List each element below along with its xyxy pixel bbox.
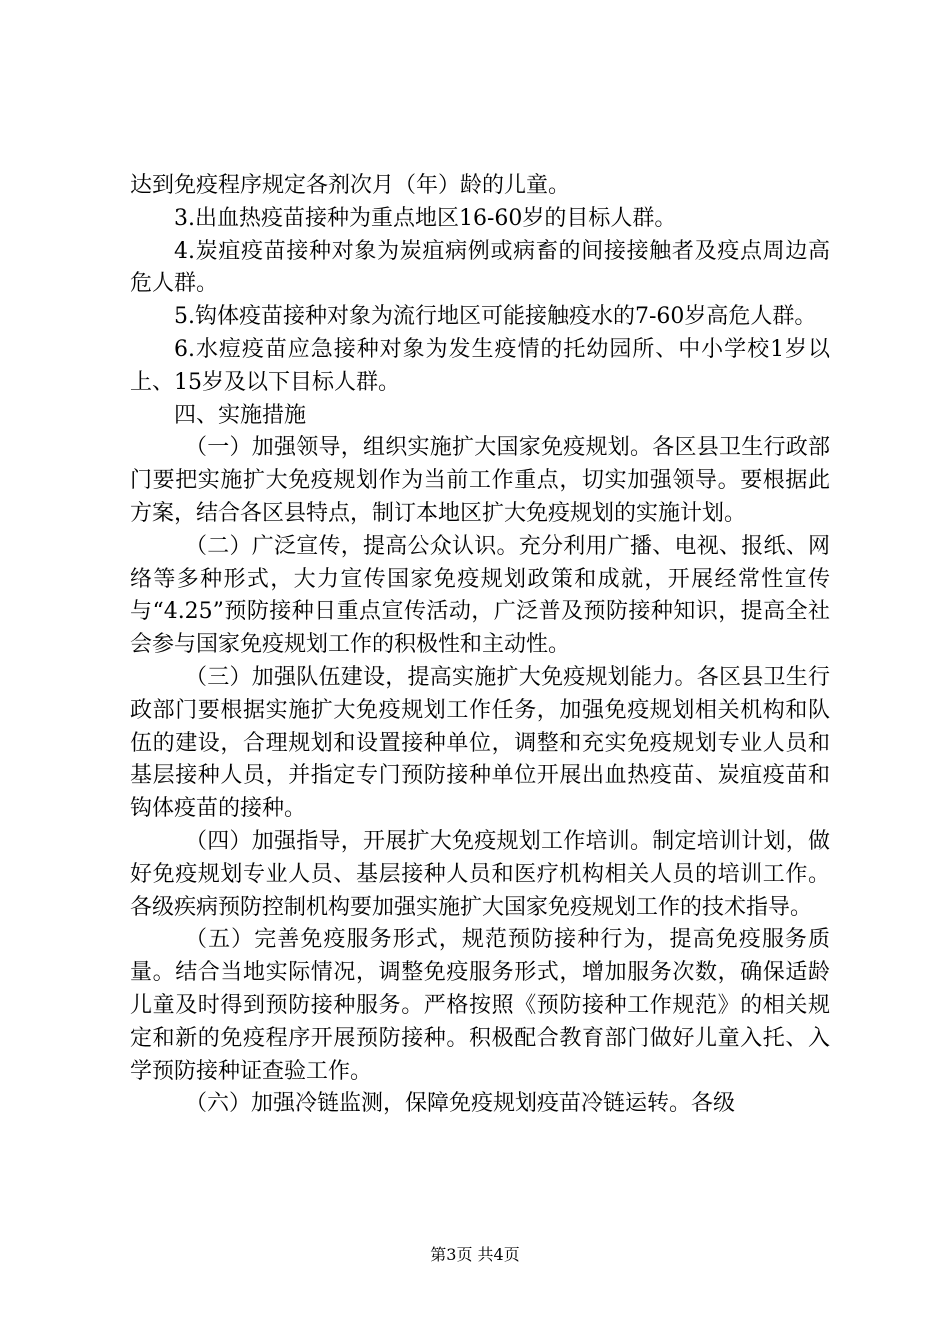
section-heading-measures: 四、实施措施 xyxy=(174,402,307,428)
paragraph-item-6: 6.水痘疫苗应急接种对象为发生疫情的托幼园所、中小学校1岁以上、15岁及以下目标人群。 xyxy=(130,336,830,395)
paragraph-measure-3: （三）加强队伍建设，提高实施扩大免疫规划能力。各区县卫生行政部门要根据实施扩大免疫规划工作任务，加强免疫规划相关机构和队伍的建设，合理规划和设置接种单位，调整和充实免疫规划专业人员和基层接种人员，并指定专门预防接种单位开展出血热疫苗、炭疽疫苗和钩体疫苗的接种。 xyxy=(130,664,830,822)
page-number-label: 第3页 共4页 xyxy=(430,1245,520,1264)
paragraph-measure-1: （一）加强领导，组织实施扩大国家免疫规划。各区县卫生行政部门要把实施扩大免疫规划作为当前工作重点，切实加强领导。要根据此方案，结合各区县特点，制订本地区扩大免疫规划的实施计划。 xyxy=(130,435,830,526)
page-footer xyxy=(0,1245,950,1265)
paragraph-item-4: 4.炭疽疫苗接种对象为炭疽病例或病畜的间接接触者及疫点周边高危人群。 xyxy=(130,238,830,297)
paragraph-item-3: 3.出血热疫苗接种为重点地区16-60岁的目标人群。 xyxy=(174,205,677,231)
document-body xyxy=(130,170,830,1121)
paragraph-measure-5: （五）完善免疫服务形式，规范预防接种行为，提高免疫服务质量。结合当地实际情况，调整免疫服务形式，增加服务次数，确保适龄儿童及时得到预防接种服务。严格按照《预防接种工作规范》的相关规定和新的免疫程序开展预防接种。积极配合教育部门做好儿童入托、入学预防接种证查验工作。 xyxy=(130,927,830,1084)
paragraph-measure-2: （二）广泛宣传，提高公众认识。充分利用广播、电视、报纸、网络等多种形式，大力宣传国家免疫规划政策和成就，开展经常性宣传与“4.25”预防接种日重点宣传活动，广泛普及预防接种知识，提高全社会参与国家免疫规划工作的积极性和主动性。 xyxy=(130,533,830,658)
paragraph-item-5: 5.钩体疫苗接种对象为流行地区可能接触疫水的7-60岁高危人群。 xyxy=(174,304,817,330)
paragraph-measure-4: （四）加强指导，开展扩大免疫规划工作培训。制定培训计划，做好免疫规划专业人员、基层接种人员和医疗机构相关人员的培训工作。各级疾病预防控制机构要加强实施扩大国家免疫规划工作的技术指导。 xyxy=(130,828,830,920)
paragraph-continuation: 达到免疫程序规定各剂次月（年）龄的儿童。 xyxy=(130,173,571,198)
paragraph-measure-6: （六）加强冷链监测，保障免疫规划疫苗冷链运转。各级 xyxy=(185,1091,736,1117)
